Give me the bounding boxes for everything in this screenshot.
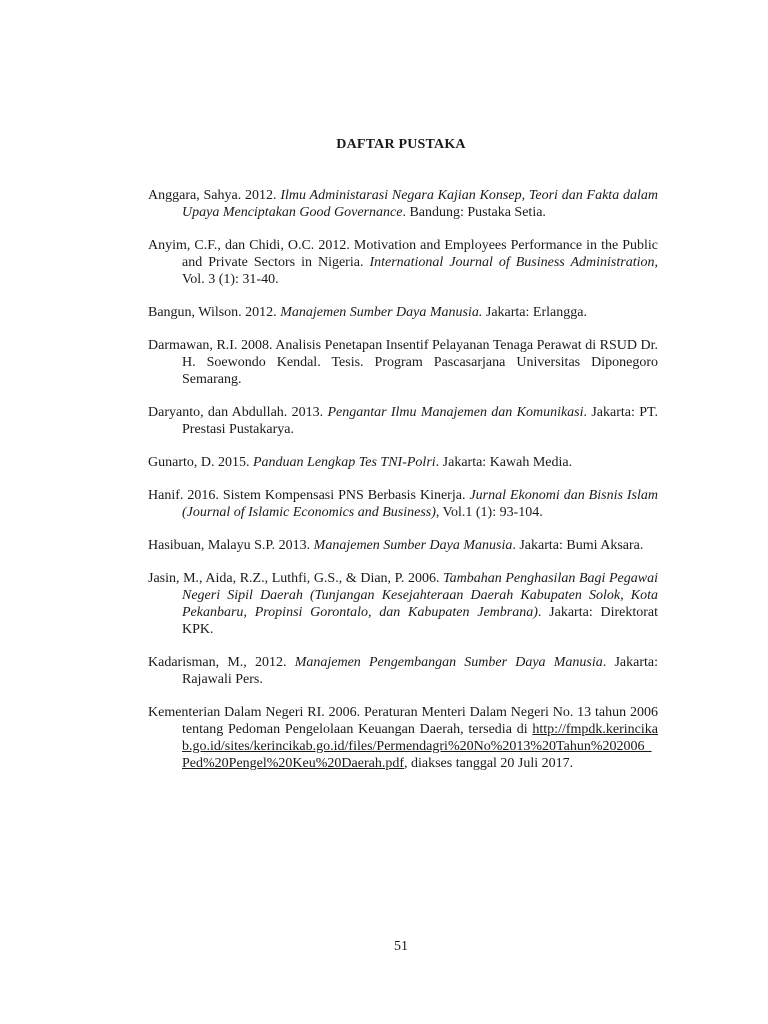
reference-entry [148,570,658,638]
reference-text: . Jakarta: Bumi Aksara. [512,538,644,553]
link-text-part[interactable]: %20No%2013%20Tahun%202006_Ped%20Pengel%20Keu%20Daerah.pdf [182,739,652,771]
reference-entry [148,537,658,554]
reference-title: Pengantar Ilmu Manajemen dan Komunikasi [327,405,584,420]
reference-text: Darmawan, R.I. 2008. Analisis Penetapan Insentif Pelayanan Tenaga Perawat di RSUD Dr. H. Soewondo Kendal. Tesis. Program Pascasarjana Universitas Diponegoro Semarang. [148,338,658,387]
reference-text: Bangun, Wilson. 2012. [148,305,281,320]
reference-text: , diakses tanggal 20 Juli 2017. [404,756,574,771]
reference-text: Kadarisman, M., 2012. [148,655,295,670]
page-title: DAFTAR PUSTAKA [336,137,466,152]
reference-title: Manajemen Sumber Daya Manusia. [280,305,483,320]
reference-entry [148,237,658,288]
reference-title: Panduan Lengkap Tes TNI-Polri [253,455,436,470]
reference-entry [148,654,658,688]
reference-list [148,187,658,788]
reference-entry [148,304,658,321]
reference-text: Jakarta: Erlangga. [482,305,587,320]
reference-text: Daryanto, dan Abdullah. 2013. [148,405,328,420]
reference-text: , Vol.1 (1): 93-104. [435,505,543,520]
reference-text: . Jakarta: Rajawali Pers. [182,655,658,687]
reference-entry [148,454,658,471]
link-text-part[interactable]: http://fmpdk.kerincikab.go.id/sites/kerincikab.go.id/files/Permendagri [182,722,658,754]
reference-text: . Bandung: Pustaka Setia. [402,205,546,220]
reference-title: Manajemen Sumber Daya Manusia [313,538,513,553]
page-number: 51 [394,939,408,954]
reference-title: International Journal of Business Administration [369,255,655,270]
reference-entry [148,404,658,438]
reference-text: . Jakarta: PT. Prestasi Pustakarya. [182,405,658,437]
reference-title: Manajemen Pengembangan Sumber Daya Manusia [294,655,603,670]
reference-text: . Jakarta: Kawah Media. [435,455,573,470]
reference-entry [148,487,658,521]
reference-text: Hasibuan, Malayu S.P. 2013. [148,538,314,553]
reference-text: Kementerian Dalam Negeri RI. 2006. Peraturan Menteri Dalam Negeri No. 13 tahun 2006 tentang Pedoman Pengelolaan Keuangan Daerah, tersedia di [148,705,658,737]
reference-text: Anyim, C.F., dan Chidi, O.C. 2012. Motivation and Employees Performance in the Public and Private Sectors in Nigeria. [148,238,658,270]
reference-text: Hanif. 2016. Sistem Kompensasi PNS Berbasis Kinerja. [148,488,470,503]
reference-entry [148,704,658,772]
reference-title: Tambahan Penghasilan Bagi Pegawai Negeri Sipil Daerah (Tunjangan Kesejahteraan Daerah Kabupaten Solok, Kota Pekanbaru, Propinsi Gorontalo, dan Kabupaten Jembrana) [182,571,658,620]
reference-title: Jurnal Ekonomi dan Bisnis Islam (Journal of Islamic Economics and Business) [182,488,659,520]
reference-text: . Jakarta: Direktorat KPK. [182,605,659,637]
reference-text: , Vol. 3 (1): 31-40. [182,255,659,287]
reference-text: Anggara, Sahya. 2012. [148,188,281,203]
reference-title: Ilmu Administarasi Negara Kajian Konsep, Teori dan Fakta dalam Upaya Menciptakan Good Governance [182,188,658,220]
reference-text: Gunarto, D. 2015. [148,455,253,470]
reference-entry [148,187,658,221]
reference-entry [148,337,658,388]
reference-text: Jasin, M., Aida, R.Z., Luthfi, G.S., & Dian, P. 2006. [148,571,444,586]
